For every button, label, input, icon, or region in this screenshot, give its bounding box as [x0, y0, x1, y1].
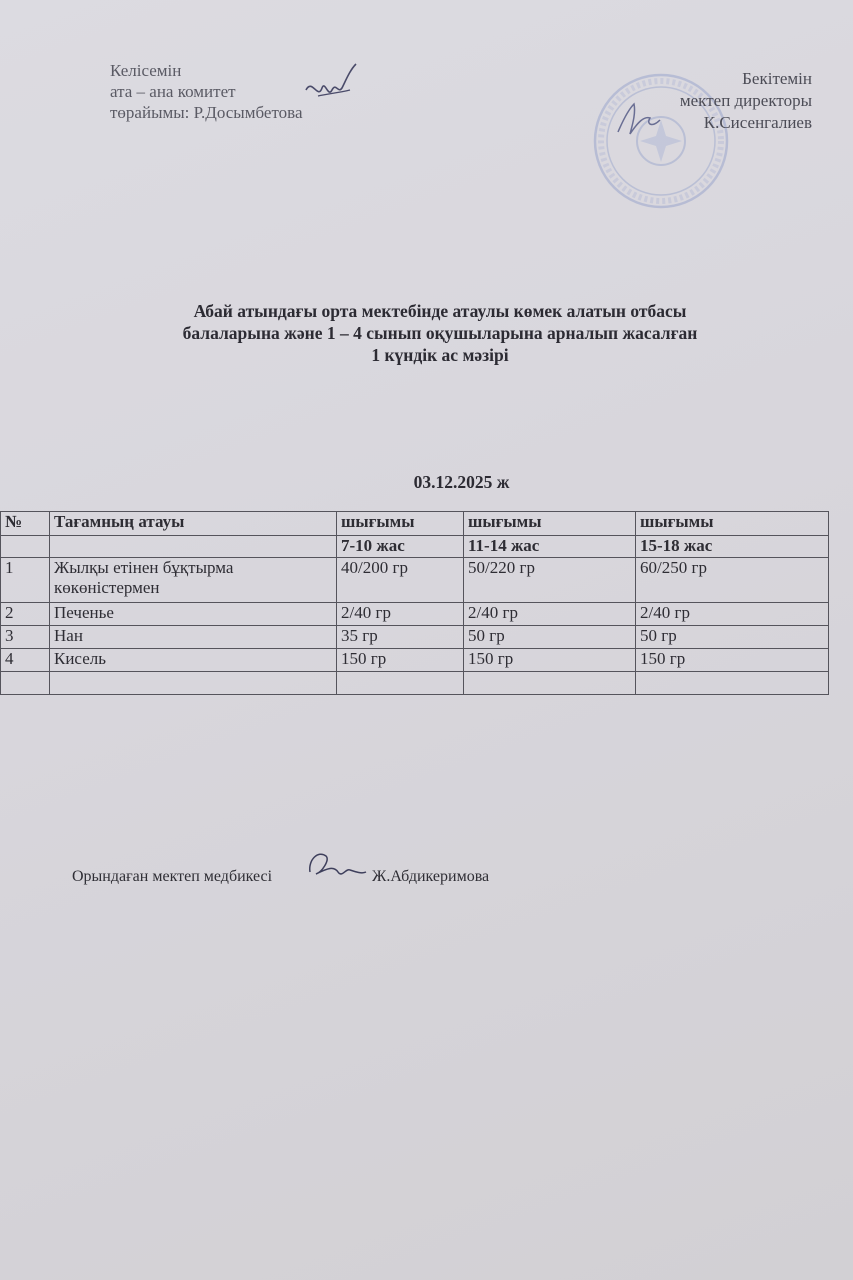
- row-number: 1: [1, 558, 50, 603]
- approval-right-line2: мектеп директоры: [679, 91, 812, 110]
- header-number: №: [1, 512, 50, 536]
- row-dish-name: Нан: [50, 626, 337, 649]
- row-number: 2: [1, 603, 50, 626]
- row-portion-2: 50 гр: [464, 626, 636, 649]
- row-portion-3: 50 гр: [636, 626, 829, 649]
- committee-signature-icon: [298, 60, 360, 108]
- table-row: [1, 603, 829, 626]
- row-portion-3: 2/40 гр: [636, 603, 829, 626]
- empty-cell: [464, 672, 636, 695]
- table-row: [1, 626, 829, 649]
- document-title: [60, 300, 820, 366]
- table-row-empty: [1, 672, 829, 695]
- empty-cell: [50, 672, 337, 695]
- row-dish-name: Кисель: [50, 649, 337, 672]
- row-number: 4: [1, 649, 50, 672]
- row-number: 3: [1, 626, 50, 649]
- row-portion-3: 60/250 гр: [636, 558, 829, 603]
- row-dish-name: Жылқы етінен бұқтырма көкөністермен: [50, 558, 337, 603]
- approval-right-line1: Бекітемін: [742, 69, 812, 88]
- subheader-age-1: 7-10 жас: [337, 536, 464, 558]
- approval-left-line2: ата – ана комитет: [110, 82, 236, 101]
- header-dish-name: Тағамның атауы: [50, 512, 337, 536]
- header-portion-2: шығымы: [464, 512, 636, 536]
- nurse-signature-icon: [300, 842, 370, 888]
- menu-date: 03.12.2025 ж: [413, 472, 510, 492]
- table-row: [1, 649, 829, 672]
- footer-nurse-name: Ж.Абдикеримова: [372, 868, 490, 885]
- row-portion-2: 150 гр: [464, 649, 636, 672]
- title-line1: Абай атындағы орта мектебінде атаулы көмек алатын отбасы: [193, 301, 687, 321]
- approval-left-line1: Келісемін: [110, 61, 182, 80]
- table-subheader-row: [1, 536, 829, 558]
- row-portion-1: 150 гр: [337, 649, 464, 672]
- subheader-age-3: 15-18 жас: [636, 536, 829, 558]
- row-portion-3: 150 гр: [636, 649, 829, 672]
- row-portion-2: 2/40 гр: [464, 603, 636, 626]
- row-portion-1: 2/40 гр: [337, 603, 464, 626]
- row-portion-1: 35 гр: [337, 626, 464, 649]
- approval-right-line3: К.Сисенгалиев: [703, 113, 812, 132]
- director-signature-icon: [612, 98, 672, 140]
- table-row: [1, 558, 829, 603]
- title-line3: 1 күндік ас мәзірі: [371, 345, 509, 365]
- table-header-row: [1, 512, 829, 536]
- empty-cell: [636, 672, 829, 695]
- subheader-age-2: 11-14 жас: [464, 536, 636, 558]
- footer-signoff: [72, 868, 490, 886]
- row-dish-name: Печенье: [50, 603, 337, 626]
- row-portion-2: 50/220 гр: [464, 558, 636, 603]
- approval-left-block: [110, 60, 303, 123]
- header-portion-1: шығымы: [337, 512, 464, 536]
- subheader-empty-num: [1, 536, 50, 558]
- row-portion-1: 40/200 гр: [337, 558, 464, 603]
- empty-cell: [337, 672, 464, 695]
- approval-left-line3: төрайымы: Р.Досымбетова: [110, 103, 303, 122]
- footer-label: Орындаған мектеп медбикесі: [72, 868, 273, 885]
- menu-table: [0, 511, 829, 695]
- subheader-empty-name: [50, 536, 337, 558]
- empty-cell: [1, 672, 50, 695]
- header-portion-3: шығымы: [636, 512, 829, 536]
- title-line2: балаларына және 1 – 4 сынып оқушыларына арналып жасалған: [182, 323, 698, 343]
